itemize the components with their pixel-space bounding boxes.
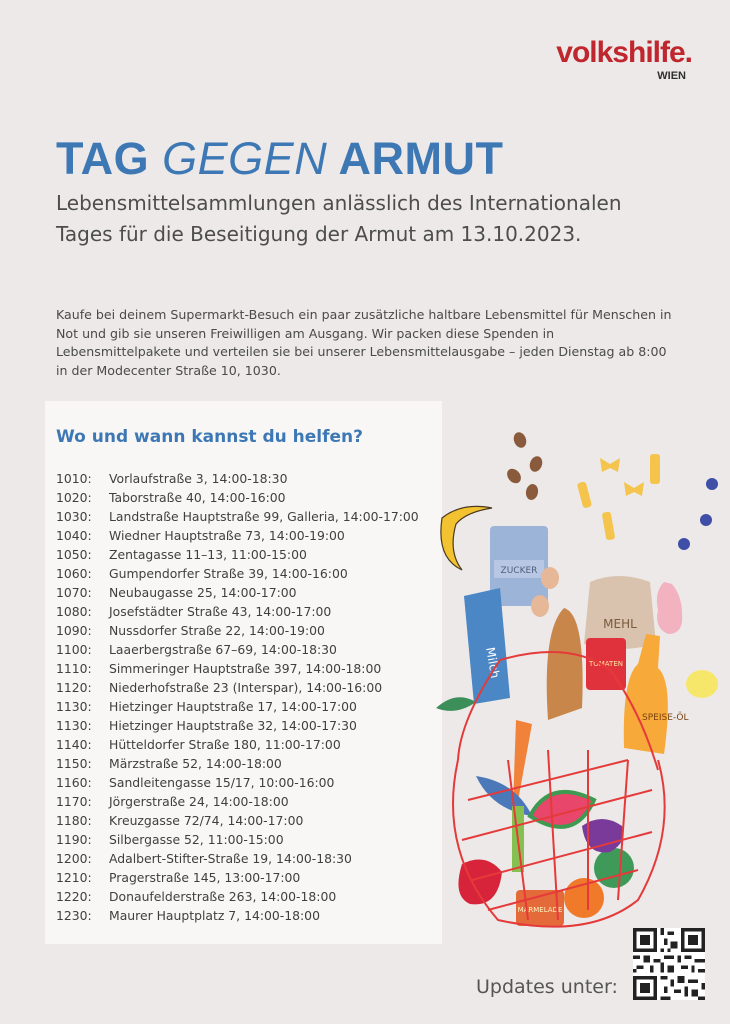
location-address: Donaufelderstraße 263, 14:00-18:00 (109, 889, 337, 904)
location-address: Nussdorfer Straße 22, 14:00-19:00 (109, 623, 325, 638)
postal-code: 1010: (56, 471, 92, 486)
location-address: Landstraße Hauptstraße 99, Galleria, 14:00-17:00 (109, 509, 419, 524)
locations-panel (45, 401, 442, 944)
postal-code: 1220: (56, 889, 92, 904)
location-address: Neubaugasse 25, 14:00-17:00 (109, 585, 297, 600)
postal-code: 1110: (56, 661, 92, 676)
location-address: Hietzinger Hauptstraße 17, 14:00-17:00 (109, 699, 357, 714)
postal-code: 1090: (56, 623, 92, 638)
location-row (56, 754, 440, 773)
postal-code: 1130: (56, 699, 92, 714)
location-address: Zentagasse 11–13, 11:00-15:00 (109, 547, 307, 562)
lemon-icon (686, 670, 718, 698)
location-row (56, 849, 440, 868)
page-title (56, 133, 504, 185)
postal-code: 1120: (56, 680, 92, 695)
tomato-can-icon (586, 638, 626, 690)
postal-code: 1140: (56, 737, 92, 752)
postal-code: 1170: (56, 794, 92, 809)
location-row (56, 887, 440, 906)
location-row (56, 811, 440, 830)
postal-code: 1040: (56, 528, 92, 543)
location-row (56, 526, 440, 545)
title-part-1: TAG (56, 133, 163, 184)
location-address: Gumpendorfer Straße 39, 14:00-16:00 (109, 566, 348, 581)
postal-code: 1230: (56, 908, 92, 923)
title-part-2: GEGEN (162, 133, 328, 184)
location-address: Simmeringer Hauptstraße 397, 14:00-18:00 (109, 661, 382, 676)
location-row (56, 830, 440, 849)
postal-code: 1100: (56, 642, 92, 657)
intro-text: Kaufe bei deinem Supermarkt-Besuch ein paar zusätzliche haltbare Lebensmittel für Menschen in Not und gib sie unseren Freiwilligen am Ausgang. Wir packen diese Spenden in Lebensmittelpakete und verteilen sie bei unserer Lebensmittelausgabe – jeden Dienstag ab 8:00 in der Modecenter Straße 10, 1030. (56, 307, 672, 378)
logo-wordmark: volkshilfe. (556, 36, 692, 69)
postal-code: 1070: (56, 585, 92, 600)
logo-subtitle: WIEN (657, 70, 686, 82)
location-row (56, 735, 440, 754)
location-row (56, 621, 440, 640)
location-address: Sandleitengasse 15/17, 10:00-16:00 (109, 775, 335, 790)
location-address: Maurer Hauptplatz 7, 14:00-18:00 (109, 908, 320, 923)
postal-code: 1180: (56, 813, 92, 828)
locations-list (56, 469, 440, 925)
postal-code: 1080: (56, 604, 92, 619)
location-address: Märzstraße 52, 14:00-18:00 (109, 756, 282, 771)
svg-text:Milch: Milch (483, 646, 503, 680)
location-address: Vorlaufstraße 3, 14:00-18:30 (109, 471, 288, 486)
location-row (56, 678, 440, 697)
location-address: Jörgerstraße 24, 14:00-18:00 (109, 794, 289, 809)
location-address: Laaerbergstraße 67–69, 14:00-18:30 (109, 642, 337, 657)
location-address: Silbergasse 52, 11:00-15:00 (109, 832, 284, 847)
postal-code: 1130: (56, 718, 92, 733)
location-row (56, 583, 440, 602)
baguette-icon (547, 608, 583, 720)
svg-text:ZUCKER: ZUCKER (500, 566, 538, 576)
leaf-icon (436, 697, 476, 711)
locations-title: Wo und wann kannst du helfen? (56, 427, 364, 447)
watermelon-icon (530, 792, 594, 827)
updates-label: Updates unter: (476, 976, 618, 998)
location-row (56, 716, 440, 735)
location-row (56, 488, 440, 507)
location-address: Wiedner Hauptstraße 73, 14:00-19:00 (109, 528, 345, 543)
qr-code-icon[interactable] (633, 928, 705, 1000)
svg-text:MARMELADE: MARMELADE (517, 906, 563, 914)
postal-code: 1020: (56, 490, 92, 505)
location-row (56, 602, 440, 621)
location-address: Niederhofstraße 23 (Interspar), 14:00-16:00 (109, 680, 383, 695)
title-part-3: ARMUT (327, 133, 504, 184)
cabbage-icon (594, 848, 634, 888)
blueberries-icon (678, 478, 718, 550)
location-row (56, 564, 440, 583)
location-address: Adalbert-Stifter-Straße 19, 14:00-18:30 (109, 851, 352, 866)
postal-code: 1030: (56, 509, 92, 524)
location-address: Taborstraße 40, 14:00-16:00 (109, 490, 286, 505)
location-row (56, 697, 440, 716)
postal-code: 1050: (56, 547, 92, 562)
location-row (56, 773, 440, 792)
oil-bottle-icon (624, 634, 689, 754)
banana-icon (441, 506, 492, 570)
volkshilfe-logo (556, 38, 692, 82)
postal-code: 1200: (56, 851, 92, 866)
groceries-illustration (428, 420, 730, 930)
location-row (56, 868, 440, 887)
location-address: Josefstädter Straße 43, 14:00-17:00 (109, 604, 332, 619)
location-address: Kreuzgasse 72/74, 14:00-17:00 (109, 813, 304, 828)
location-row (56, 792, 440, 811)
location-address: Hütteldorfer Straße 180, 11:00-17:00 (109, 737, 341, 752)
location-row (56, 659, 440, 678)
svg-text:TOMATEN: TOMATEN (588, 660, 624, 668)
coffee-beans-icon (504, 430, 544, 500)
postal-code: 1190: (56, 832, 92, 847)
location-row (56, 545, 440, 564)
pasta-icon (577, 454, 660, 540)
location-row (56, 507, 440, 526)
postal-code: 1060: (56, 566, 92, 581)
postal-code: 1160: (56, 775, 92, 790)
pear-icon (657, 582, 682, 634)
location-row (56, 906, 440, 925)
svg-text:MEHL: MEHL (603, 617, 637, 631)
postal-code: 1210: (56, 870, 92, 885)
svg-text:SPEISE-ÖL: SPEISE-ÖL (642, 713, 689, 723)
location-row (56, 640, 440, 659)
postal-code: 1150: (56, 756, 92, 771)
subtitle: Lebensmittelsammlungen anlässlich des Internationalen Tages für die Beseitigung der Armut am 13.10.2023. (56, 191, 622, 246)
location-address: Pragerstraße 145, 13:00-17:00 (109, 870, 301, 885)
location-address: Hietzinger Hauptstraße 32, 14:00-17:30 (109, 718, 357, 733)
location-row (56, 469, 440, 488)
